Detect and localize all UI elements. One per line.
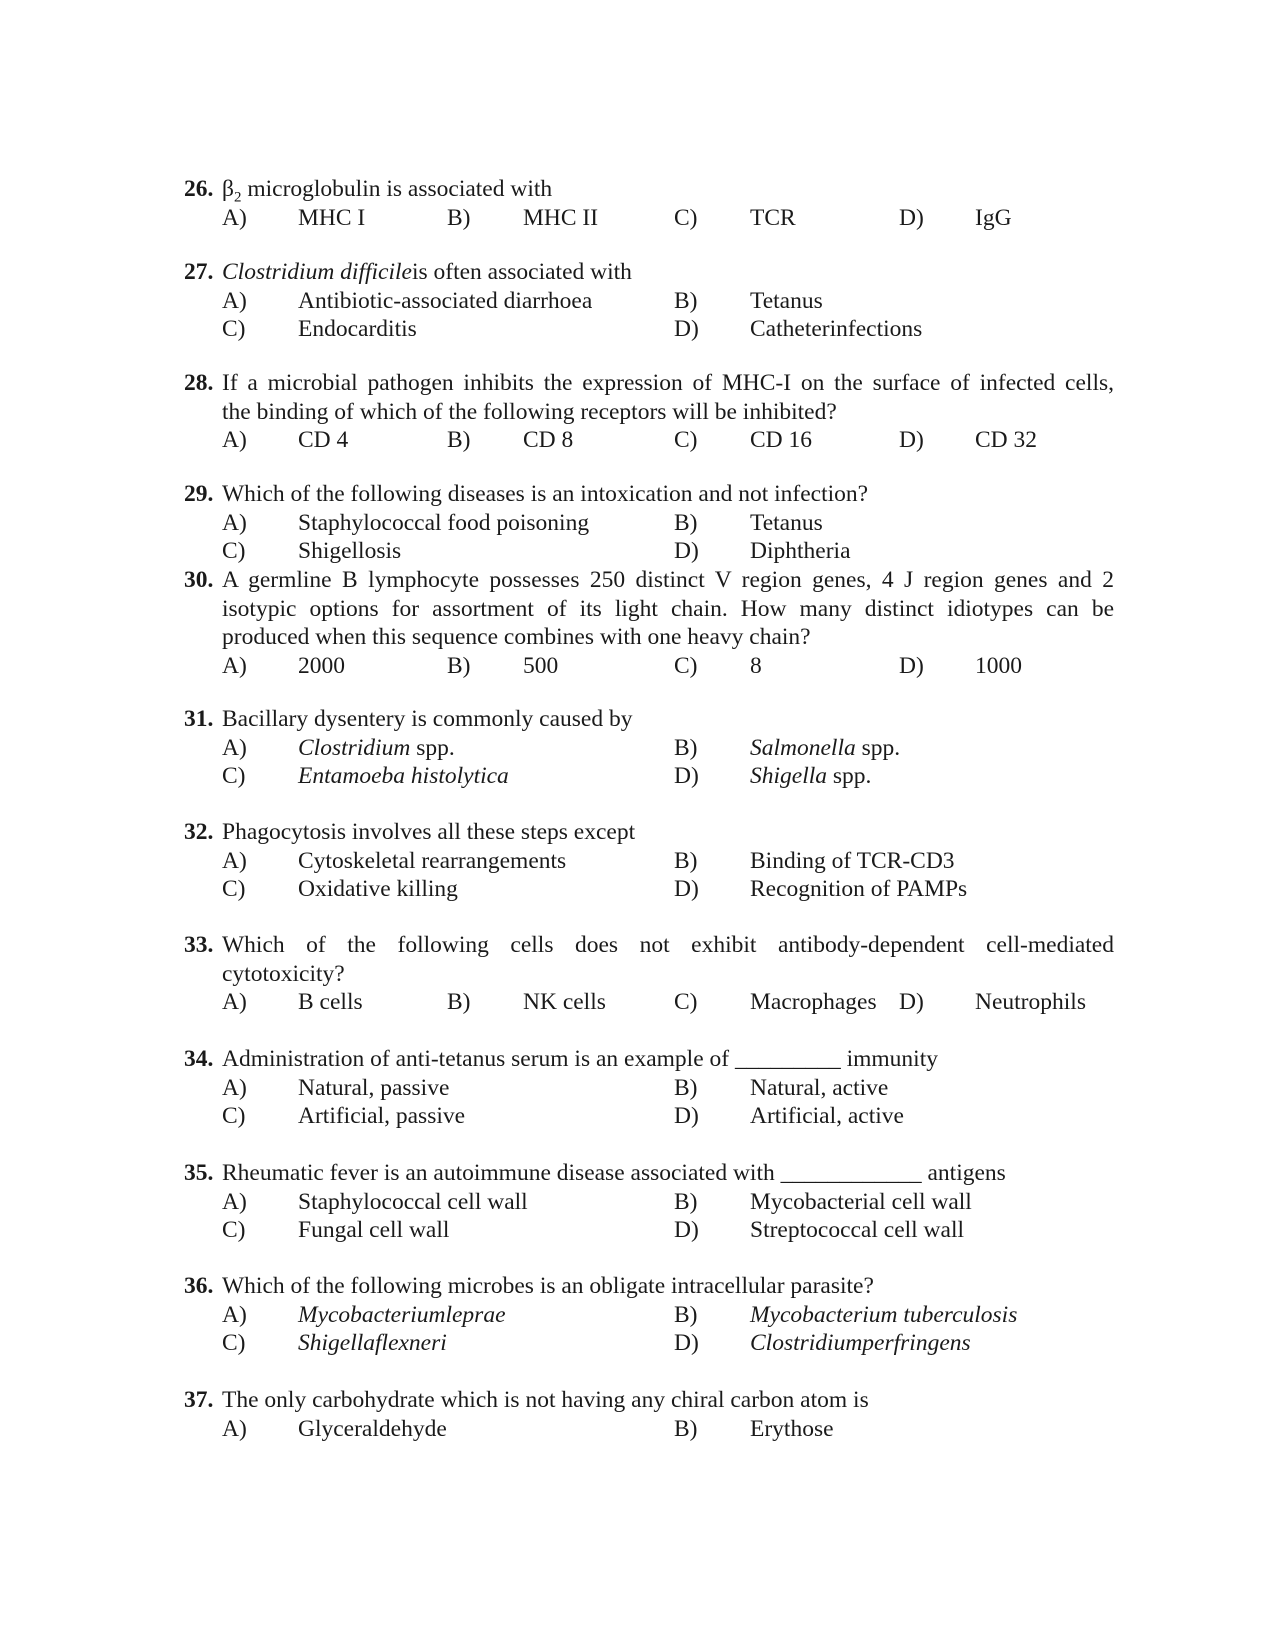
option-label: C) [222,1217,246,1244]
option-label: A) [222,1415,247,1442]
options-row [184,1074,1114,1103]
question-stem: The only carbohydrate which is not having any chiral carbon atom is [222,1387,869,1413]
option-label: D) [899,204,924,231]
option-text: Natural, passive [298,1074,450,1101]
option-label: C) [674,204,698,231]
question-27 [184,258,1114,344]
option-text: Entamoeba histolytica [298,763,509,790]
option-label: A) [222,427,247,454]
question-number: 35. [184,1160,214,1186]
option-label: B) [674,1188,698,1215]
question-34 [184,1045,1114,1131]
option-label: A) [222,204,247,231]
question-32 [184,818,1114,904]
option-label: B) [447,204,471,231]
option-text: Mycobacterial cell wall [750,1188,972,1215]
option-label: B) [674,734,698,761]
option-label: B) [674,1074,698,1101]
option-label: A) [222,1301,247,1328]
option-label: C) [222,763,246,790]
option-label: D) [674,763,699,790]
options-row [184,875,1114,904]
option-text: CD 4 [298,427,349,454]
question-stem: Clostridium difficileis often associated with [222,259,632,285]
options-row [184,847,1114,876]
option-label: B) [674,287,698,314]
option-label: A) [222,847,247,874]
question-number: 28. [184,370,214,396]
option-label: D) [674,1103,699,1130]
option-label: B) [447,989,471,1016]
option-text: MHC I [298,204,366,231]
option-text: Erythose [750,1415,834,1442]
option-text: NK cells [523,989,606,1016]
question-stem: Bacillary dysentery is commonly caused by [222,706,633,732]
options-row [184,287,1114,316]
option-label: C) [222,1330,246,1357]
option-text: Clostridium spp. [298,734,455,761]
options-row [184,426,1114,455]
options-row [184,1216,1114,1245]
question-stem-line: the binding of which of the following receptors will be inhibited? [222,398,837,425]
options-row [184,315,1114,344]
option-label: A) [222,287,247,314]
question-number: 33. [184,932,214,958]
option-text: Streptococcal cell wall [750,1217,965,1244]
option-text: IgG [975,204,1012,231]
options-row [184,1329,1114,1358]
question-stem-line: Which of the following cells does not exhibit antibody-dependent cell-mediated [222,932,1114,958]
option-text: Diphtheria [750,538,851,565]
option-label: D) [899,652,924,679]
option-text: 500 [523,652,559,679]
option-text: Mycobacteriumleprae [298,1301,506,1328]
option-text: Antibiotic-associated diarrhoea [298,287,593,314]
question-36 [184,1272,1114,1358]
options-row [184,537,1114,566]
option-label: A) [222,1074,247,1101]
option-text: Cytoskeletal rearrangements [298,847,567,874]
option-label: A) [222,734,247,761]
question-35 [184,1159,1114,1245]
option-label: B) [674,509,698,536]
option-text: Catheterinfections [750,316,923,343]
question-30 [184,566,1114,680]
question-number: 27. [184,259,214,285]
option-text: CD 16 [750,427,813,454]
option-text: Artificial, active [750,1103,904,1130]
option-text: Natural, active [750,1074,889,1101]
option-label: D) [674,1217,699,1244]
option-label: D) [674,876,699,903]
option-label: A) [222,652,247,679]
question-stem-line: produced when this sequence combines with one heavy chain? [222,624,811,651]
question-stem: Rheumatic fever is an autoimmune disease associated with ____________ antigens [222,1160,1006,1186]
option-text: Glyceraldehyde [298,1415,447,1442]
option-text: Staphylococcal cell wall [298,1188,528,1215]
option-text: Clostridiumperfringens [750,1330,971,1357]
option-text: Shigellaflexneri [298,1330,447,1357]
option-text: CD 8 [523,427,574,454]
question-stem-line: isotypic options for assortment of its light chain. How many distinct idiotypes can be [222,595,1114,622]
option-text: 8 [750,652,762,679]
question-number: 34. [184,1046,214,1072]
option-text: 1000 [975,652,1022,679]
option-label: A) [222,1188,247,1215]
option-text: Salmonella spp. [750,734,901,761]
question-number: 31. [184,706,214,732]
question-stem: Which of the following diseases is an intoxication and not infection? [222,481,869,507]
options-row [184,652,1114,681]
option-label: C) [222,316,246,343]
option-text: Artificial, passive [298,1103,466,1130]
question-stem-line: A germline B lymphocyte possesses 250 distinct V region genes, 4 J region genes and 2 [222,567,1114,593]
question-number: 26. [184,176,214,202]
options-row [184,1301,1114,1330]
option-text: Endocarditis [298,316,417,343]
option-text: Shigellosis [298,538,402,565]
option-text: Shigella spp. [750,763,872,790]
option-label: B) [674,1301,698,1328]
question-number: 37. [184,1387,214,1413]
option-label: D) [674,538,699,565]
question-33 [184,931,1114,1017]
option-label: C) [674,652,698,679]
option-text: Macrophages [750,989,877,1016]
option-text: CD 32 [975,427,1038,454]
question-number: 36. [184,1273,214,1299]
option-text: Tetanus [750,287,823,314]
question-stem: $\beta_2$ microglobulin is associated with [222,176,553,206]
option-label: A) [222,989,247,1016]
question-37 [184,1386,1114,1443]
option-label: D) [674,316,699,343]
options-row [184,1188,1114,1217]
options-row [184,762,1114,791]
option-label: A) [222,509,247,536]
option-label: C) [222,538,246,565]
option-label: B) [447,427,471,454]
option-label: B) [674,1415,698,1442]
option-label: D) [674,1330,699,1357]
option-text: B cells [298,989,363,1016]
question-stem-line: If a microbial pathogen inhibits the expression of MHC-I on the surface of infected cells, [222,370,1114,396]
option-text: Tetanus [750,509,823,536]
question-number: 30. [184,567,214,593]
option-text: 2000 [298,652,345,679]
option-text: Recognition of PAMPs [750,876,968,903]
option-label: C) [222,876,246,903]
question-number: 32. [184,819,214,845]
question-29 [184,480,1114,566]
options-row [184,204,1114,233]
option-label: C) [222,1103,246,1130]
question-stem: Phagocytosis involves all these steps except [222,819,636,845]
option-text: Oxidative killing [298,876,458,903]
option-text: MHC II [523,204,599,231]
option-label: B) [674,847,698,874]
options-row [184,734,1114,763]
question-number: 29. [184,481,214,507]
option-text: TCR [750,204,796,231]
option-label: C) [674,989,698,1016]
question-28 [184,369,1114,455]
option-text: Fungal cell wall [298,1217,450,1244]
option-label: D) [899,989,924,1016]
option-label: B) [447,652,471,679]
options-row [184,509,1114,538]
question-stem: Which of the following microbes is an obligate intracellular parasite? [222,1273,874,1299]
question-31 [184,705,1114,791]
option-text: Neutrophils [975,989,1086,1016]
option-text: Mycobacterium tuberculosis [750,1301,1018,1328]
option-text: Staphylococcal food poisoning [298,509,590,536]
question-26 [184,175,1114,232]
question-stem: Administration of anti-tetanus serum is an example of _________ immunity [222,1046,938,1072]
options-row [184,988,1114,1017]
option-label: D) [899,427,924,454]
option-text: Binding of TCR-CD3 [750,847,955,874]
question-stem-line: cytotoxicity? [222,960,345,987]
options-row [184,1102,1114,1131]
option-label: C) [674,427,698,454]
options-row [184,1415,1114,1444]
